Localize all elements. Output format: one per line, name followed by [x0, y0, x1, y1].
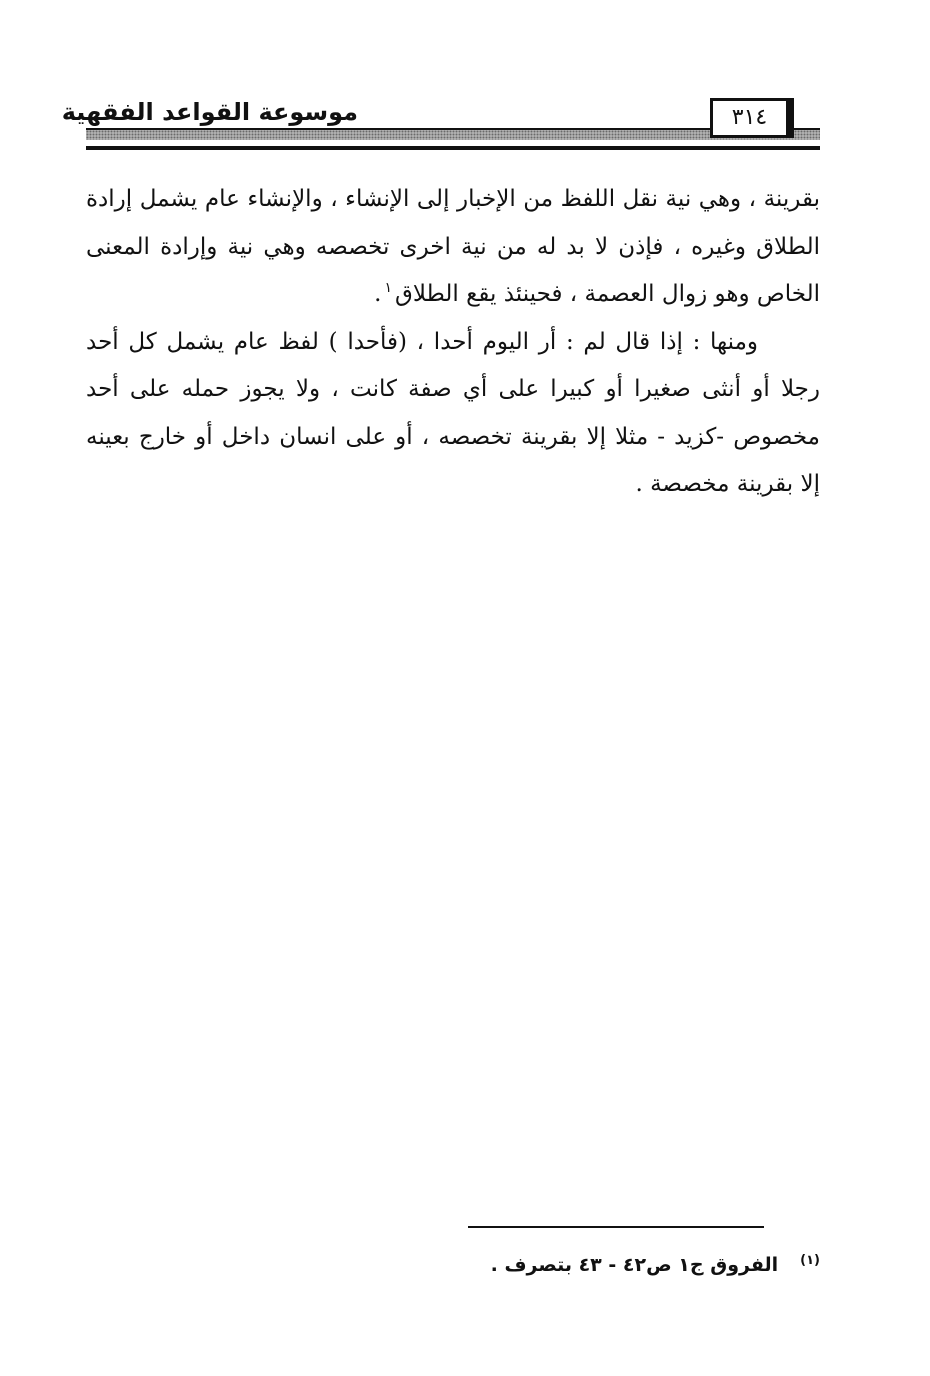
paragraph-1-text: بقرينة ، وهي نية نقل اللفظ من الإخبار إلى الإنشاء ، والإنشاء عام يشمل إرادة الطلاق وغيره ، فإذن لا بد له من نية اخرى تخصصه وهي نية وإرادة المعنى الخاص وهو زوال العصمة ، فحينئذ يقع الطلاق — [86, 186, 820, 307]
page-number: ٣١٤ — [710, 98, 794, 138]
main-text — [86, 176, 820, 509]
footnote-reference: ١ — [384, 280, 392, 297]
footnote — [420, 1254, 820, 1276]
footnote-number: (١) — [800, 1252, 820, 1268]
footnote-text: الفروق ج١ ص٤٢ - ٤٣ بتصرف . — [490, 1254, 779, 1276]
book-title: موسوعة القواعد الفقهية — [61, 98, 358, 126]
paragraph-2: ومنها : إذا قال لم : أر اليوم أحدا ، (فأحدا ) لفظ عام يشمل كل أحد رجلا أو أنثى صغيرا أو كبيرا على أي صفة كانت ، ولا يجوز حمله على أحد مخصوص -كزيد - مثلا إلا بقرينة تخصصه ، أو على انسان داخل أو خارج بعينه إلا بقرينة مخصصة . — [86, 328, 820, 497]
paragraph-1: بقرينة ، وهي نية نقل اللفظ من الإخبار إلى الإنشاء ، والإنشاء عام يشمل إرادة الطلاق وغيره ، فإذن لا بد له من نية اخرى تخصصه وهي نية وإرادة المعنى الخاص وهو زوال العصمة ، فحينئذ يقع الطلاق$^١$. — [86, 186, 820, 307]
header-rule — [86, 146, 820, 150]
page-header — [61, 92, 820, 154]
footnote-separator — [468, 1226, 764, 1228]
